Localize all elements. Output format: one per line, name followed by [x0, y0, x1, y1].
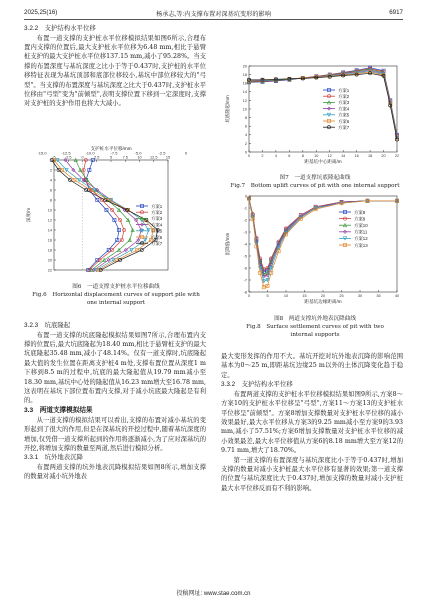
fig8-x-tick-label: 20: [320, 294, 326, 298]
running-header: [24, 7, 403, 20]
legend-label: 方案5: [151, 228, 163, 234]
section-heading-332: 3.3.2 支护结构水平位移: [221, 381, 293, 389]
fig8-x-tick-label: 10: [283, 294, 289, 298]
fig7-y-tick-label: 2: [244, 141, 247, 146]
fig7-plot-frame: [249, 66, 397, 152]
fig8-y-tick-label: -7: [243, 278, 247, 283]
fig8-x-title: 距基坑边缘距离/m: [304, 299, 342, 304]
fig8-x-tick-label: 15: [302, 294, 307, 298]
fig6-top-tick-label: -5.0: [134, 150, 142, 156]
paragraph-332: 布置两道支撑的支护桩水平位移模拟结果如图9所示,方案8～方案10的支护桩水平位移呈"弓型",方案11～方案13的支护桩水平位移呈"前倾型"。方案8增加支撑数量对支护桩水平位移的减小效果最好,最大水平位移从方案3的9.25 mm减小至方案9的3.93 mm,减小了57.51%;方案6增加支撑数量对支护桩水平位移的减小效果最差,最大水平位移值从方案6的8.18 mm增大至方案12的9.71 mm,增大了18.70%。: [221, 390, 403, 455]
legend-label: 方案4: [151, 222, 163, 228]
fig6-x-tick-label: 7.5: [122, 155, 128, 160]
fig8-caption: [219, 315, 411, 339]
fig7-y-tick-label: 20: [242, 64, 247, 69]
fig7-x-tick-label: 18: [367, 154, 373, 158]
fig8-y-tick-label: -1: [243, 206, 247, 211]
legend-label: 方案1: [338, 87, 350, 93]
fig6-x-tick-label: 15: [165, 155, 171, 160]
section-heading-323: 3.2.3 坑底隆起: [24, 322, 71, 329]
fig7-y-tick-label: 12: [242, 98, 247, 103]
fig6-series-line: [84, 160, 125, 270]
fig8-y-tick-label: -8: [243, 290, 247, 295]
fig6-top-tick-label: -10.0: [85, 150, 95, 156]
fig7-y-tick-label: 18: [242, 73, 247, 77]
legend-label: 方案2: [151, 210, 163, 215]
fig7-x-tick-label: 0: [247, 154, 251, 158]
paragraph-33: 从一道支撑的模拟结果可以看出,支撑的布置对减小基坑的变形起到了很大的作用,但是在深基坑的开挖过程中,随着基坑深度的增加,仅凭借一道支撑所起到的作用将逐渐减小,为了应对深基坑的开挖,将增加支撑的数量至两道,然后进行模拟分析。: [24, 416, 206, 453]
section-heading-322: 3.2.2 支护结构水平位移: [24, 25, 96, 32]
fig7-x-tick-label: 10: [314, 154, 319, 158]
fig6-series-line: [54, 160, 153, 270]
fig8-series-line: [249, 198, 397, 269]
fig6-x-tick-label: 2.5: [94, 155, 100, 160]
legend-label: 方案7: [338, 125, 350, 130]
fig6-y-tick-label: 18: [47, 248, 52, 253]
fig6-x-tick-label: 5: [109, 155, 113, 160]
fig6-y-title: 深度/m: [26, 207, 31, 223]
paragraph-323: 布置一道支撑的坑底隆起模拟结果如图7所示,合理布置内支撑的位置后,最大坑底隆起为18.40 mm,相比于悬臂桩支护的最大坑底隆起35.48 mm,减小了48.14%。仅有一道支撑时,坑底隆起最大值的发生位置在距离支护桩4 m处,支撑布置位置从深度1 m下移到8.5 m的过程中,坑底的最大隆起值从19.79 mm减小至18.30 mm,基坑中心处的隆起值从16.23 mm增大至16.78 mm,这表明在基坑下部位置布置内支撑,对于减小坑底最大隆起是有利的。: [24, 331, 206, 405]
journal-volume-issue: 2025,25(16): [24, 9, 58, 16]
fig7-series-line: [249, 73, 397, 139]
legend-label: 方案10: [354, 223, 368, 228]
fig8-caption-en-2: internal supports: [290, 332, 340, 338]
paragraph-331-cont: 最大变形发挥的作用不大。基坑开挖对坑外地表沉降的影响范围基本为0～25 m,即距基坑边缘25 m以外的土体沉降变化趋于稳定。: [221, 353, 403, 379]
fig7-series-line: [249, 68, 397, 135]
fig6-y-tick-label: 12: [47, 218, 52, 223]
legend-label: 方案2: [338, 94, 350, 99]
legend-label: 方案9: [354, 216, 366, 222]
fig8-caption-en-1: Fig.8 Surface settlement curves of pit with two: [246, 324, 384, 330]
fig8-x-tick-label: 35: [376, 294, 381, 298]
fig6-caption-cn: 图6 一道支撑支护桩水平位移曲线: [72, 284, 160, 290]
fig8-y-tick-label: -6: [243, 266, 247, 271]
fig7-caption-cn: 图7 一道支撑坑底隆起曲线: [279, 175, 351, 181]
fig6-y-tick-label: 6: [49, 188, 52, 193]
figure-8: [219, 190, 411, 338]
paragraph-331: 布置两道支撑的坑外地表沉降模拟结果如图8所示,增加支撑的数量对减小坑外地表: [24, 464, 206, 481]
fig6-chart: [18, 146, 214, 276]
fig7-y-tick-label: 14: [242, 90, 247, 95]
fig7-x-tick-label: 14: [341, 154, 346, 158]
fig7-x-tick-label: 6: [288, 154, 291, 158]
fig7-y-tick-label: 6: [244, 124, 247, 129]
legend-label: 方案3: [338, 100, 350, 106]
fig7-x-title: 距基坑中心距离/m: [304, 159, 342, 164]
page-number: 6917: [389, 9, 403, 16]
fig8-x-tick-label: 25: [339, 294, 344, 298]
right-column-bottom: [221, 352, 403, 493]
legend-label: 方案3: [151, 216, 163, 222]
fig6-top-tick-label: 0: [184, 150, 188, 156]
fig8-y-title: 沉降值/mm: [225, 232, 230, 256]
fig6-y-tick-label: 2: [49, 168, 52, 173]
legend-label: 方案5: [338, 112, 350, 118]
fig7-y-title: 坑底隆起/mm: [225, 95, 230, 123]
legend-label: 方案6: [338, 118, 350, 124]
fig6-x-title: 支护桩水平位移/mm: [90, 146, 132, 151]
fig7-y-tick-label: 16: [242, 81, 247, 86]
fig7-x-tick-label: 22: [394, 154, 400, 158]
section-heading-331: 3.3.1 坑外地表沉降: [24, 454, 83, 462]
fig7-y-tick-label: 10: [242, 107, 247, 112]
fig6-y-tick-label: 22: [47, 268, 52, 273]
left-column-top: [24, 24, 206, 109]
left-column-bottom: [24, 321, 206, 482]
fig8-series-line: [249, 198, 397, 281]
fig8-y-tick-label: 0: [244, 194, 247, 199]
legend-label: 方案11: [354, 229, 368, 235]
fig8-plot-frame: [249, 196, 397, 292]
fig6-caption: [18, 283, 214, 307]
fig7-x-tick-label: 8: [301, 154, 304, 158]
fig6-y-tick-label: 8: [49, 198, 52, 203]
footer-website: 投稿网址: www.stae.com.cn: [176, 591, 251, 597]
fig6-y-tick-label: 20: [47, 258, 52, 263]
fig6-top-tick-label: -2.5: [158, 150, 166, 156]
fig7-caption: [219, 174, 411, 190]
fig6-y-tick-label: 14: [47, 228, 52, 233]
figure-7: [219, 60, 411, 188]
fig6-y-tick-label: 16: [47, 238, 52, 243]
fig8-x-tick-label: 0: [247, 294, 251, 298]
fig6-x-tick-label: 10: [137, 155, 142, 160]
fig7-x-tick-label: 4: [274, 154, 277, 158]
fig8-x-tick-label: 5: [266, 294, 269, 298]
legend-label: 方案4: [338, 106, 350, 112]
fig6-caption-en-1: Fig.6 Horizontal displacement curves of support pile with: [32, 292, 200, 298]
fig6-y-tick-label: 4: [49, 178, 52, 183]
legend-label: 方案13: [354, 242, 368, 248]
legend-label: 方案1: [151, 203, 163, 209]
fig7-x-tick-label: 2: [261, 154, 264, 158]
fig6-top-tick-label: -12.5: [61, 150, 71, 156]
fig8-caption-cn: 图8 两道支撑坑外地表沉降曲线: [274, 316, 356, 322]
fig7-y-tick-label: 0: [244, 150, 247, 155]
legend-label: 方案12: [354, 236, 368, 242]
fig8-series-line: [249, 198, 397, 276]
fig7-x-tick-label: 16: [354, 154, 359, 158]
fig7-series-line: [249, 72, 397, 139]
fig7-y-tick-label: 8: [244, 116, 247, 120]
fig6-caption-en-2: one internal support: [86, 300, 146, 306]
fig8-y-tick-label: -2: [243, 218, 247, 223]
fig8-y-tick-label: -4: [243, 242, 247, 247]
fig6-x-tick-label: 12.5: [150, 155, 158, 160]
fig7-x-tick-label: 12: [327, 154, 332, 158]
fig8-y-tick-label: -5: [243, 254, 247, 259]
fig7-chart: [219, 60, 411, 168]
article-short-title: 杨承志,等:内支撑布置对深基坑变形的影响: [156, 11, 271, 18]
fig6-x-tick-label: 0: [81, 155, 84, 160]
fig6-x-tick-label: -2.5: [64, 155, 72, 160]
paragraph-322: 布置一道支撑的支护桩水平位移模拟结果如图6所示,合理布置内支撑的位置后,最大支护桩水平位移为6.48 mm,相比于悬臂桩支护的最大支护桩水平位移137.15 mm,减小了95.28%。当支撑的布置深度与基坑深度之比小于等于0.437时,支护桩的水平位移特征表现为基坑顶部和底部位移较小,基坑中部位移较大的"弓型"。当支撑的布置深度与基坑深度之比大于0.437时,支护桩水平位移由"弓型"变为"前倾型",表明支撑位置下移到一定深度时,支撑对支护桩的支护作用也将大大减小。: [24, 34, 206, 108]
fig6-x-tick-label: -5: [52, 155, 56, 160]
legend-label: 方案7: [151, 241, 163, 246]
section-heading-33: 3.3 两道支撑模拟结果: [24, 406, 93, 414]
legend-label: 方案8: [354, 209, 366, 215]
fig7-x-tick-label: 20: [381, 154, 386, 158]
fig8-x-tick-label: 40: [394, 294, 400, 298]
fig6-top-tick-label: -7.5: [110, 150, 118, 156]
fig8-y-tick-label: -3: [243, 230, 247, 235]
fig6-plot-frame: [54, 160, 168, 270]
fig7-caption-en: Fig.7 Bottom uplift curves of pit with one internal support: [230, 183, 400, 189]
fig7-y-tick-label: 4: [244, 133, 247, 138]
fig6-y-tick-label: 10: [47, 208, 52, 213]
fig8-x-tick-label: 30: [357, 294, 363, 298]
legend-label: 方案6: [151, 234, 163, 240]
fig8-chart: [219, 190, 411, 310]
fig6-y-tick-label: 0: [49, 158, 52, 163]
paragraph-332-b: 第一道支撑的布置深度与基坑深度比小于等于0.437时,增加支撑的数量对减小支护桩最大水平位移有显著的效果;第一道支撑的位置与基坑深度比大于0.437时,增加支撑的数量对减小支护桩最大水平位移反而有不利的影响。: [221, 456, 403, 492]
fig6-top-tick-label: -15.0: [37, 150, 47, 156]
figure-6: [18, 146, 214, 316]
fig8-series-line: [249, 198, 397, 287]
